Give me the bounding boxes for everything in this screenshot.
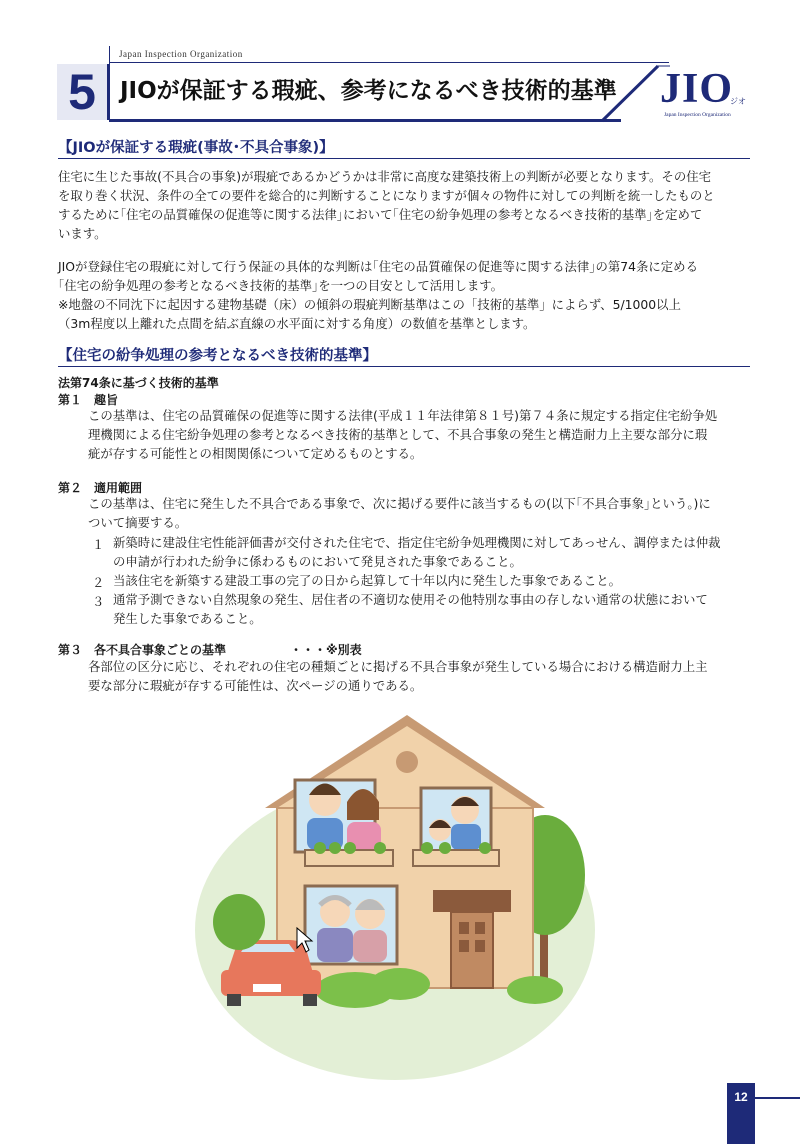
header-vertical-rule	[109, 46, 110, 120]
item-number: １	[92, 537, 105, 552]
jio-logo: JIO ジオ Japan Inspection Organization	[660, 66, 746, 118]
article-1-text: この基準は、住宅の品質確保の促進等に関する法律(平成１１年法律第８１号)第７４条に規定する指定住宅紛争処 理機関による住宅紛争処理の参考となるべき技術的基準として、不具合事象の発生と構造耐力上主要な部分に瑕 疵が存する可能性との相関関係について定めるものとする。	[88, 408, 718, 461]
attic-window	[396, 751, 418, 773]
section-title-standards: 【住宅の紛争処理の参考となるべき技術的基準】	[58, 348, 377, 364]
organization-label: Japan Inspection Organization	[119, 49, 243, 59]
house-family-illustration	[195, 700, 615, 1090]
page-number-bar	[727, 1111, 755, 1144]
header-top-rule	[109, 62, 669, 63]
article-2-text: この基準は、住宅に発生した不具合である事象で、次に掲げる要件に該当するもの(以下｢不具合事象｣という。)に ついて摘要する。	[88, 496, 711, 530]
article-1-heading: 第１ 趣旨	[58, 393, 119, 407]
chapter-number: 5	[68, 64, 96, 120]
section-rule	[58, 366, 750, 367]
item-number: ２	[92, 575, 105, 590]
paragraph-criteria: JIOが登録住宅の瑕疵に対して行う保証の具体的な判断は｢住宅の品質確保の促進等に関する法律｣の第74条に定める ｢住宅の紛争処理の参考となるべき技術的基準｣を一つの目安として活用します。 ※地盤の不同沈下に起因する建物基礎（床）の傾斜の瑕疵判断基準はこの「技術的基準」によらず、5/1000以上 （3m程度以上離れた点間を結ぶ直線の水平面に対する角度）の数値を基準とします。	[58, 259, 698, 331]
item-text: 通常予測できない自然現象の発生、居住者の不適切な使用その他特別な事由の存しない通常の状態において 発生した事象であること。	[113, 592, 708, 626]
bush	[370, 968, 430, 1000]
article-3-note: ・・・※別表	[290, 643, 362, 657]
page-number-rule	[755, 1097, 800, 1099]
article-3-text: 各部位の区分に応じ、それぞれの住宅の種類ごとに掲げる不具合事象が発生している場合における構造耐力上主 要な部分に瑕疵が存する可能性は、次ページの通りである。	[88, 659, 708, 693]
bush	[507, 976, 563, 1004]
item-number: ３	[92, 594, 105, 609]
bush-behind-car	[213, 894, 265, 950]
page-title: JIOが保証する瑕疵、参考になるべき技術的基準	[120, 78, 617, 104]
door-canopy	[433, 890, 511, 912]
section-title-warranty: 【JIOが保証する瑕疵(事故･不具合事象)】	[58, 140, 334, 156]
article-2-heading: 第２ 適用範囲	[58, 481, 143, 495]
item-text: 新築時に建設住宅性能評価書が交付された住宅で、指定住宅紛争処理機関に対してあっせん、調停または仲裁 の申請が行われた紛争に係わるものにおいて発見された事象であること。	[113, 535, 721, 569]
article-3-heading: 第３ 各不具合事象ごとの基準	[58, 643, 227, 657]
title-underline	[109, 119, 621, 122]
page-number: 12	[727, 1083, 755, 1111]
paragraph-intro: 住宅に生じた事故(不具合の事象)が瑕疵であるかどうかは非常に高度な建築技術上の判断が必要となります。その住宅 を取り巻く状況、条件の全ての要件を総合的に判断することになりますが個々の物件に対しての判断を統一したものと するために｢住宅の品質確保の促進等に関する法律｣において｢住宅の紛争処理の参考となるべき技術的基準｣を定めて います。	[58, 169, 715, 241]
section-rule	[58, 158, 750, 159]
item-text: 当該住宅を新築する建設工事の完了の日から起算して十年以内に発生した事象であること。	[113, 573, 622, 588]
law-title: 法第74条に基づく技術的基準	[58, 376, 219, 390]
front-door	[451, 912, 493, 988]
